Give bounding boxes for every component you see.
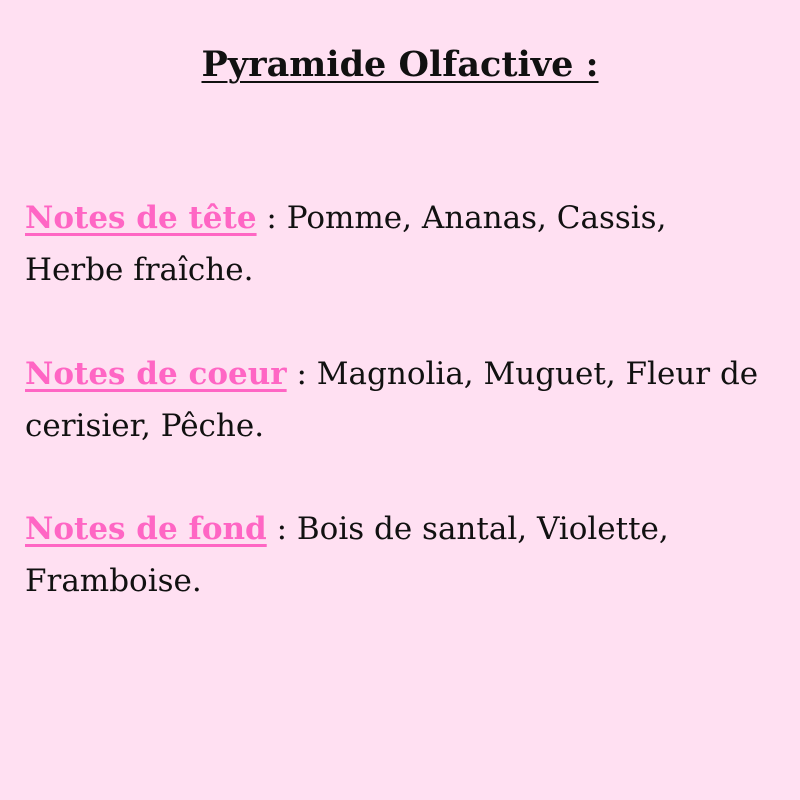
page-title: Pyramide Olfactive : (201, 44, 599, 85)
top-notes-paragraph (25, 192, 785, 296)
heart-notes-text: : Magnolia, Muguet, Fleur de (286, 356, 759, 392)
heart-notes-label: Notes de coeur (25, 356, 287, 392)
top-notes-text: : Pomme, Ananas, Cassis, (256, 200, 667, 236)
base-notes-text: : Bois de santal, Violette, (266, 511, 669, 547)
heart-notes-text-cont: cerisier, Pêche. (25, 408, 265, 444)
top-notes-label: Notes de tête (25, 200, 257, 236)
base-notes-label: Notes de fond (25, 511, 267, 547)
heart-notes-paragraph (25, 348, 785, 452)
base-notes-text-cont: Framboise. (25, 563, 202, 599)
base-notes-paragraph (25, 503, 785, 607)
top-notes-text-cont: Herbe fraîche. (25, 252, 254, 288)
